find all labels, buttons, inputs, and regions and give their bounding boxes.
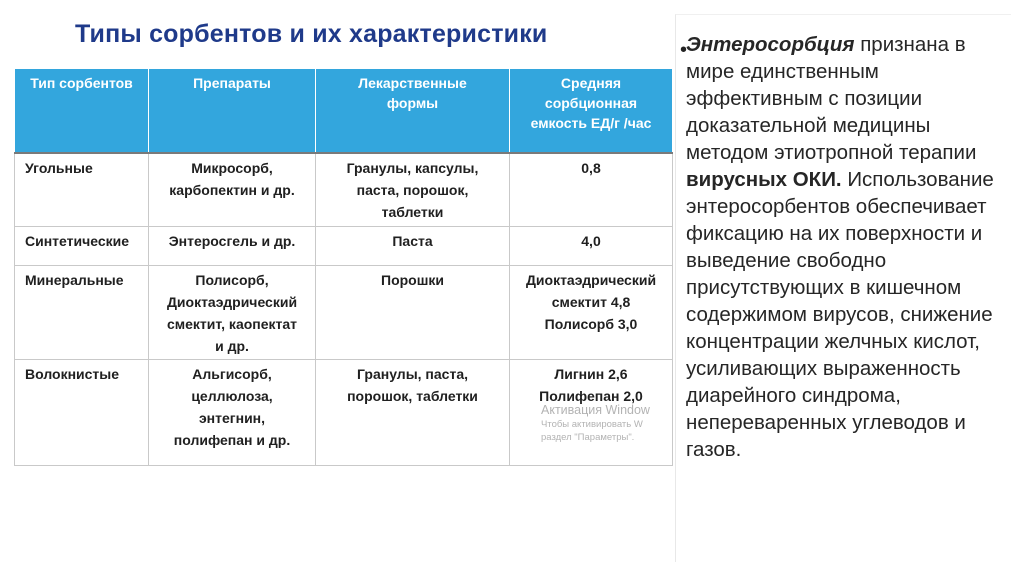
- cell-preparations: [149, 153, 316, 227]
- cell-line: Альгисорб,: [192, 366, 272, 382]
- cell-line: карбопектин и др.: [169, 182, 295, 198]
- cell-line: порошок, таблетки: [347, 388, 478, 404]
- cell-capacity: [510, 227, 673, 266]
- cell-line: энтегнин,: [198, 410, 266, 426]
- cell-forms: [316, 227, 510, 266]
- header-type: Тип сорбентов: [15, 69, 149, 154]
- cell-forms: [316, 266, 510, 360]
- slide-title: Типы сорбентов и их характеристики: [75, 20, 548, 48]
- bold-highlight: вирусных ОКИ.: [686, 168, 842, 191]
- cell-type: Волокнистые: [15, 360, 149, 466]
- bullet-icon: •: [680, 39, 688, 61]
- term-highlight: Энтеросорбция: [686, 33, 855, 56]
- cell-line: смектит, каопектат: [166, 316, 298, 332]
- cell-line: Полисорб 3,0: [544, 316, 638, 332]
- cell-line: 4,0: [581, 233, 601, 249]
- cell-capacity: [510, 153, 673, 227]
- watermark-line: раздел "Параметры".: [541, 432, 635, 443]
- cell-line: Порошки: [381, 272, 444, 288]
- side-text-panel: [675, 14, 1011, 562]
- paragraph-text: признана в мире единственным эффективным с позиции доказательной медицины методом этиотропной терапии: [686, 33, 977, 164]
- cell-preparations: [149, 227, 316, 266]
- paragraph-text: Использование энтеросорбентов обеспечивает фиксацию на их поверхности и выведение свободно присутствующих в кишечном содержимом вирусов, снижение концентрации желчных кислот, усиливающих выраженность диарейного синдрома, непереваренных углеводов и газов.: [686, 168, 994, 461]
- cell-line: Гранулы, паста,: [357, 366, 468, 382]
- header-preparations: Препараты: [149, 69, 316, 154]
- cell-line: смектит 4,8: [551, 294, 631, 310]
- cell-preparations: [149, 266, 316, 360]
- header-capacity: Средняя сорбционная емкость ЕД/г /час: [510, 69, 673, 154]
- table-row: [15, 266, 673, 360]
- cell-line: и др.: [215, 338, 249, 354]
- activation-watermark: [541, 402, 650, 444]
- header-forms: Лекарственные формы: [316, 69, 510, 154]
- cell-line: Лигнин 2,6: [554, 366, 628, 382]
- watermark-line: Чтобы активировать W: [541, 419, 643, 430]
- cell-type: Синтетические: [15, 227, 149, 266]
- cell-line: таблетки: [381, 204, 444, 220]
- cell-line: 0,8: [581, 160, 601, 176]
- cell-type: Минеральные: [15, 266, 149, 360]
- cell-line: Паста: [392, 233, 433, 249]
- cell-capacity: [510, 266, 673, 360]
- cell-forms: [316, 153, 510, 227]
- cell-line: Энтеросгель и др.: [168, 233, 296, 249]
- cell-forms: [316, 360, 510, 466]
- table-header-row: [15, 69, 673, 154]
- cell-line: Полифепан 2,0: [539, 388, 643, 404]
- side-paragraph: [686, 31, 1011, 463]
- cell-line: паста, порошок,: [356, 182, 469, 198]
- cell-line: Диоктаэдрический: [166, 294, 298, 310]
- table-row: [15, 227, 673, 266]
- cell-line: Полисорб,: [195, 272, 269, 288]
- cell-line: полифепан и др.: [173, 432, 291, 448]
- cell-preparations: [149, 360, 316, 466]
- cell-type: Угольные: [15, 153, 149, 227]
- cell-line: целлюлоза,: [191, 388, 273, 404]
- table-row: [15, 153, 673, 227]
- cell-line: Диоктаэдрический: [525, 272, 657, 288]
- watermark-title: Активация Window: [541, 403, 650, 417]
- cell-line: Гранулы, капсулы,: [346, 160, 479, 176]
- cell-line: Микросорб,: [191, 160, 273, 176]
